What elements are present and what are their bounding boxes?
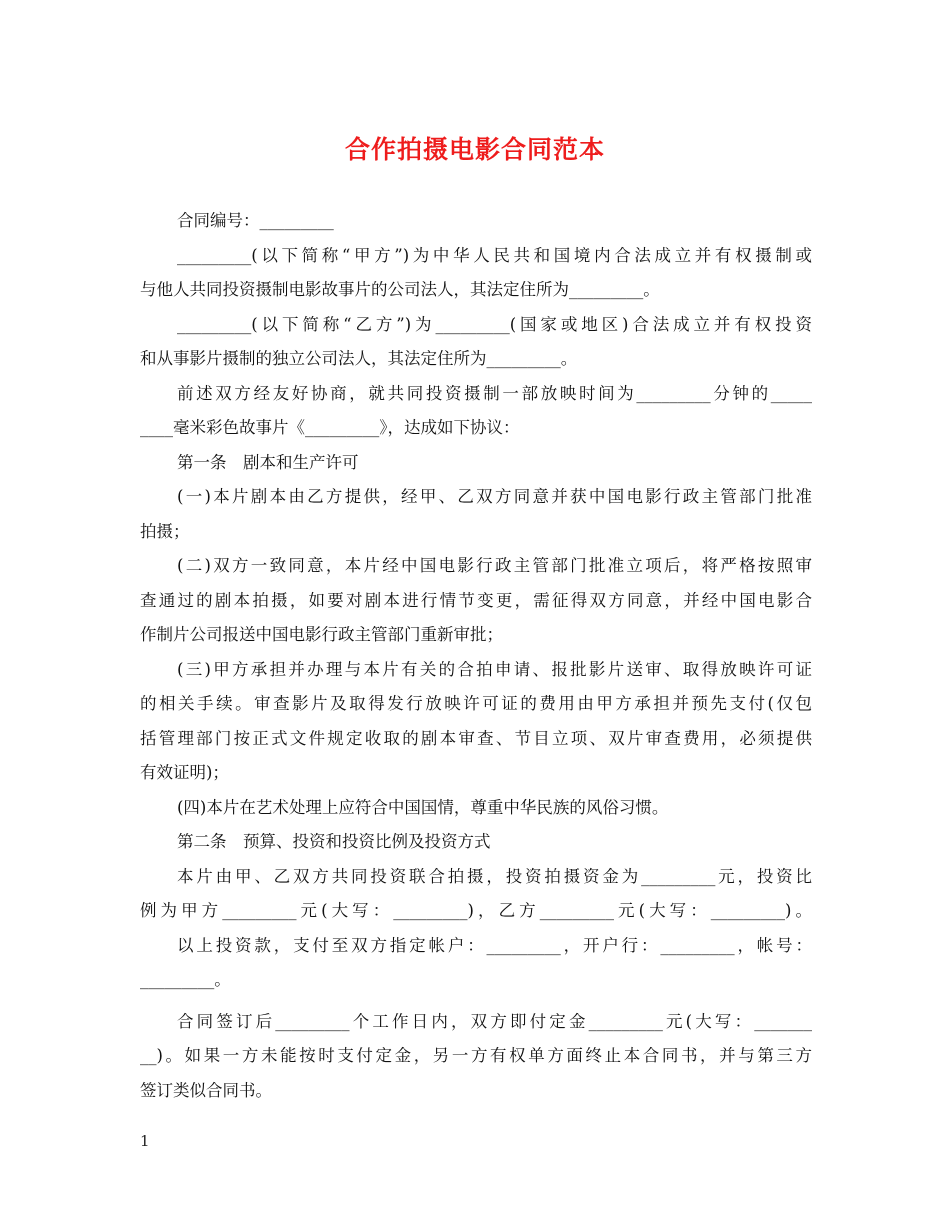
clause-line: 签订类似合同书。 <box>140 1080 272 1100</box>
clause-line: 例为甲方_________元(大写：_________)，乙方_________元(大写：_________)。 <box>140 901 812 920</box>
paragraph-gap <box>140 998 812 1005</box>
party-a-line: 与他人共同投资摄制电影故事片的公司法人，其法定住所为_________。 <box>140 280 660 299</box>
preamble-line: ____毫米彩色故事片《_________》，达成如下协议： <box>140 418 520 437</box>
clause-line: 拍摄； <box>140 521 190 541</box>
preamble-line: 前述双方经友好协商，就共同投资摄制一部放映时间为_________分钟的_____ <box>177 383 812 403</box>
clause-line: __)。如果一方未能按时支付定金，另一方有权单方面终止本合同书，并与第三方 <box>140 1046 812 1065</box>
article-heading: 第二条 预算、投资和投资比例及投资方式 <box>177 832 491 851</box>
party-b-line: 和从事影片摄制的独立公司法人，其法定住所为_________。 <box>140 349 578 368</box>
document-body <box>140 204 812 1108</box>
clause-line: 查通过的剧本拍摄，如要对剧本进行情节变更，需征得双方同意，并经中国电影合 <box>140 590 812 610</box>
clause-line: 本片由甲、乙双方共同投资联合拍摄，投资拍摄资金为_________元，投资比 <box>177 866 812 886</box>
clause-line: 括管理部门按正式文件规定收取的剧本审查、节目立项、双片审查费用，必须提供 <box>140 728 812 748</box>
contract-number-line: 合同编号：_________ <box>177 211 334 230</box>
clause-line: (二)双方一致同意，本片经中国电影行政主管部门批准立项后，将严格按照审 <box>177 556 812 575</box>
clause-line: 以上投资款，支付至双方指定帐户：_________，开户行：_________，帐号： <box>177 935 812 955</box>
clause-line: 合同签订后_________个工作日内，双方即付定金_________元(大写：_______ <box>177 1011 812 1031</box>
party-a-line: _________(以下简称“甲方”)为中华人民共和国境内合法成立并有权摄制或 <box>177 245 812 265</box>
article-heading: 第一条 剧本和生产许可 <box>177 452 359 472</box>
clause-line: _________。 <box>140 970 231 989</box>
page-number: 1 <box>140 1132 150 1150</box>
clause-line: (一)本片剧本由乙方提供，经甲、乙双方同意并获中国电影行政主管部门批准 <box>177 487 812 506</box>
clause-line: 有效证明)； <box>140 763 229 782</box>
clause-line: (三)甲方承担并办理与本片有关的合拍申请、报批影片送审、取得放映许可证 <box>177 659 812 679</box>
clause-line: 的相关手续。审查影片及取得发行放映许可证的费用由甲方承担并预先支付(仅包 <box>140 694 812 713</box>
party-b-line: _________(以下简称“乙方”)为_________(国家或地区)合法成立并有权投资 <box>177 314 812 334</box>
clause-line: 作制片公司报送中国电影行政主管部门重新审批； <box>140 625 503 644</box>
clause-line: (四)本片在艺术处理上应符合中国国情，尊重中华民族的风俗习惯。 <box>177 797 669 817</box>
document-title: 合作拍摄电影合同范本 <box>344 135 605 164</box>
